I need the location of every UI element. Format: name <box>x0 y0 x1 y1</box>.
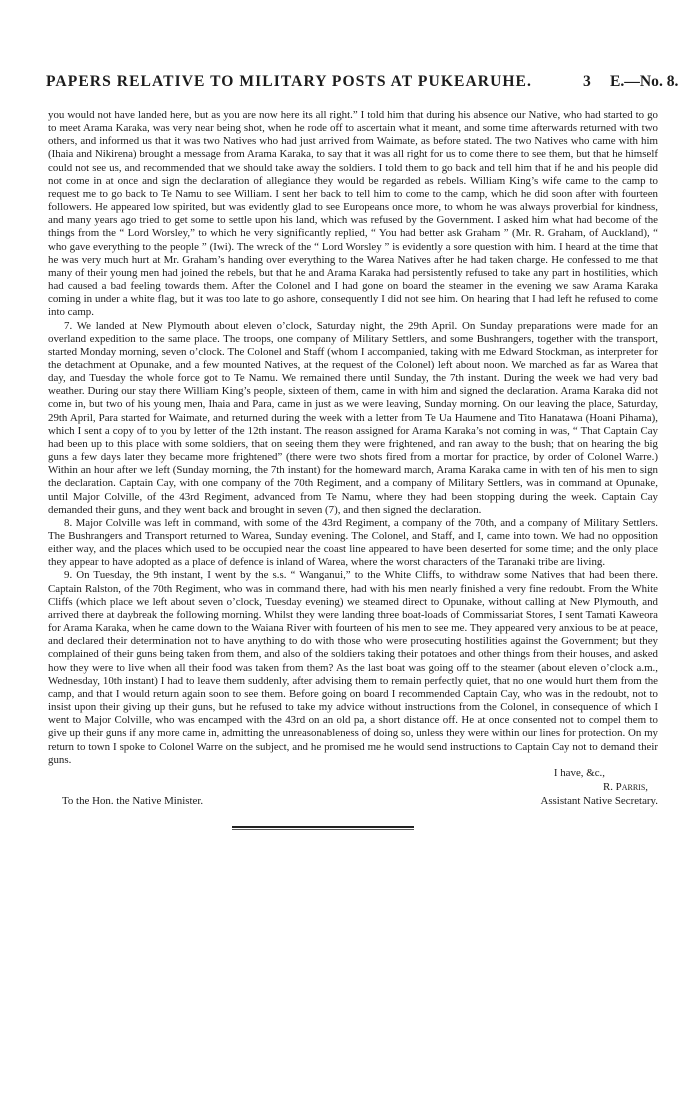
salutation: I have, &c., <box>553 767 605 779</box>
addressee-row <box>48 795 658 809</box>
signer-name: R. Parris, <box>602 781 648 793</box>
document-reference: E.—No. 8. <box>610 73 679 90</box>
rule-thin-line <box>232 829 414 830</box>
body-text <box>48 109 658 767</box>
salutation-row <box>48 767 658 781</box>
paragraph: 8. Major Colville was left in command, with some of the 43rd Regiment, a company of the 70th, and a company of Military Settlers. The Bushrangers and Transport returned to Warea, Sunday evening. The Colonel, and Staff, and I, came into town. We had no opposition either way, and the places which used to be occupied near the coast line appeared to have been deserted for some time; and the only place they appear to have adopted as a place of defence is inland of Warea, where the worst characters of the Taranaki tribe are living. <box>48 516 658 569</box>
addressee: To the Hon. the Native Minister. <box>62 795 204 807</box>
paragraph: 7. We landed at New Plymouth about eleven o’clock, Saturday night, the 29th April. On Sunday preparations were made for an overland expedition to the same place. The troops, one company of Military Settlers, and some Bushrangers, together with the transport, started Monday morning, seven o’clock. The Colonel and Staff (whom I accompanied, taking with me Edward Stockman, as interpreter for the detachment at Opunake, and a few mounted Natives, at the request of the Colonel) left about noon. We marched as far as Warea that day, and Tuesday the whole force got to Te Namu. We remained there until Sunday, the 7th instant. During the week we had very bad weather. During our stay there William King’s people, sixteen of them, came in with him and signed the declaration. Arama Karaka did not come in, but two of his young men, Ihaia and Para, came in just as we were leaving, Sunday morning. On our leaving the place, Saturday, 29th April, Para started for Waimate, and returned during the week with a letter from Te Ua Haumene and Tito Hanatawa (Hoani Pihama), which I sent a copy of to you by letter of the 12th instant. The reason assigned for Arama Karaka’s not coming in was, “ That Captain Cay had been up to this place with some soldiers, that on seeing them they were frightened, and ran away to the bush; that on hearing the big guns a few days later they became more frightened” (there were two shots fired from a mortar for practice, by order of Colonel Warre.) Within an hour after we left (Sunday morning, the 7th instant) for the homeward march, Arama Karaka came in with ten of his men to sign the declaration. Captain Cay, with one company of the 70th Regiment, and a company of Military Settlers, was in command at Opunake, until Major Colville, of the 43rd Regiment, advanced from Te Namu, where they had been stopping during the week. Captain Cay demanded their guns, and they went back and brought in seven (7), and then signed the declaration. <box>48 319 658 516</box>
page-header <box>0 73 700 93</box>
page-title: PAPERS RELATIVE TO MILITARY POSTS AT PUKEARUHE. <box>46 73 532 90</box>
signer-title: Assistant Native Secretary. <box>540 795 658 807</box>
paragraph: 9. On Tuesday, the 9th instant, I went by the s.s. “ Wanganui,” to the White Cliffs, to withdraw some Natives that had been there. Captain Ralston, of the 70th Regiment, who was in command there, had with his men nearly finished a very fine redoubt. From the White Cliffs (which place we left about seven o’clock, Tuesday evening) we steamed direct to Opunake, without calling at New Plymouth, and arrived there at daybreak the following morning. Whilst they were landing three boat-loads of Commissariat Stores, I sent Tamati Kaweora for Arama Karaka, when he came down to the Waiana River with fourteen of his men to see me. They appeared very anxious to be at peace, and declared their determination not to have anything to do with those who were prosecuting hostilities against the Government; but they complained of their guns being taken from them, and also of the soldiers taking their potatoes and other things from their houses, and asked how they were to live when all their food was taken from them? As the last boat was going off to the steamer (about eleven o’clock a.m., Wednesday, 10th instant) I had to leave them suddenly, after advising them to remain perfectly quiet, that no one would hurt them from the camp, and that I would return again soon to see them. Before going on board I recommended Captain Cay, who was in the redoubt, not to insist upon their giving up their guns, but he refused to take my advice without instructions from the Colonel, in consequence of which I went to Major Colville, who was encamped with the 43rd on an old pa, a short distance off. He at once consented not to compel them to give up their guns if any more came in, admitting the unreasonableness of doing so, unless they were within our lines for protection. On my return to town I spoke to Colonel Warre on the subject, and he promised me he would send instructions to Captain Cay not to demand their guns. <box>48 569 658 766</box>
signer-name-row <box>48 781 658 795</box>
page-number: 3 <box>583 73 591 90</box>
closing-rule <box>232 826 414 829</box>
rule-thick-line <box>232 826 414 828</box>
paragraph: you would not have landed here, but as you are now here its all right.” I told him that during his absence our Native, who had started to go to meet Arama Karaka, was very near being shot, when he rode off to ascertain what it meant, and some time afterwards returned with two others, and informed us that it was two Natives who had just arrived from Waimate, as before stated. The two Natives who came with him (Ihaia and Nikirena) brought a message from Arama Karaka, to say that it was all right for us to come there to see them, but that he himself could not see us, and recommended that we should take away the soldiers. I told them to go back and tell him that if he and his people did not come in at once and sign the declaration of allegiance they would be regarded as rebels. William King’s wife came to the camp to request me to go back to Te Namu to see William. I sent her back to tell him to come to the camp, which he did soon after with fourteen followers. He appeared low spirited, but was evidently glad to see Europeans once more, to whom he was always proverbial for kindness, and many years ago tried to get some to settle upon his land, which was refused by the Government. I asked him what had become of the things from the “ Lord Worsley,” to which he very significantly replied, “ You had better ask Graham ” (Mr. R. Graham, of Auckland), “ who gave everything to the people ” (Iwi). The wreck of the “ Lord Worsley ” is evidently a sore question with him. I heard at the time that he was very much hurt at Mr. Graham’s handing over everything to the Warea Natives after he had taken charge. He confessed to me that many of their young men had joined the rebels, but that he and Arama Karaka had persistently refused to take any part in hostilities, which had caused a bad feeling towards them. After the Colonel and I had gone on board the steamer in the evening we saw Arama Karaka coming in under a white flag, but it was too late to go ashore, consequently I did not see him. On hearing that I had left he refused to come into camp. <box>48 109 658 319</box>
